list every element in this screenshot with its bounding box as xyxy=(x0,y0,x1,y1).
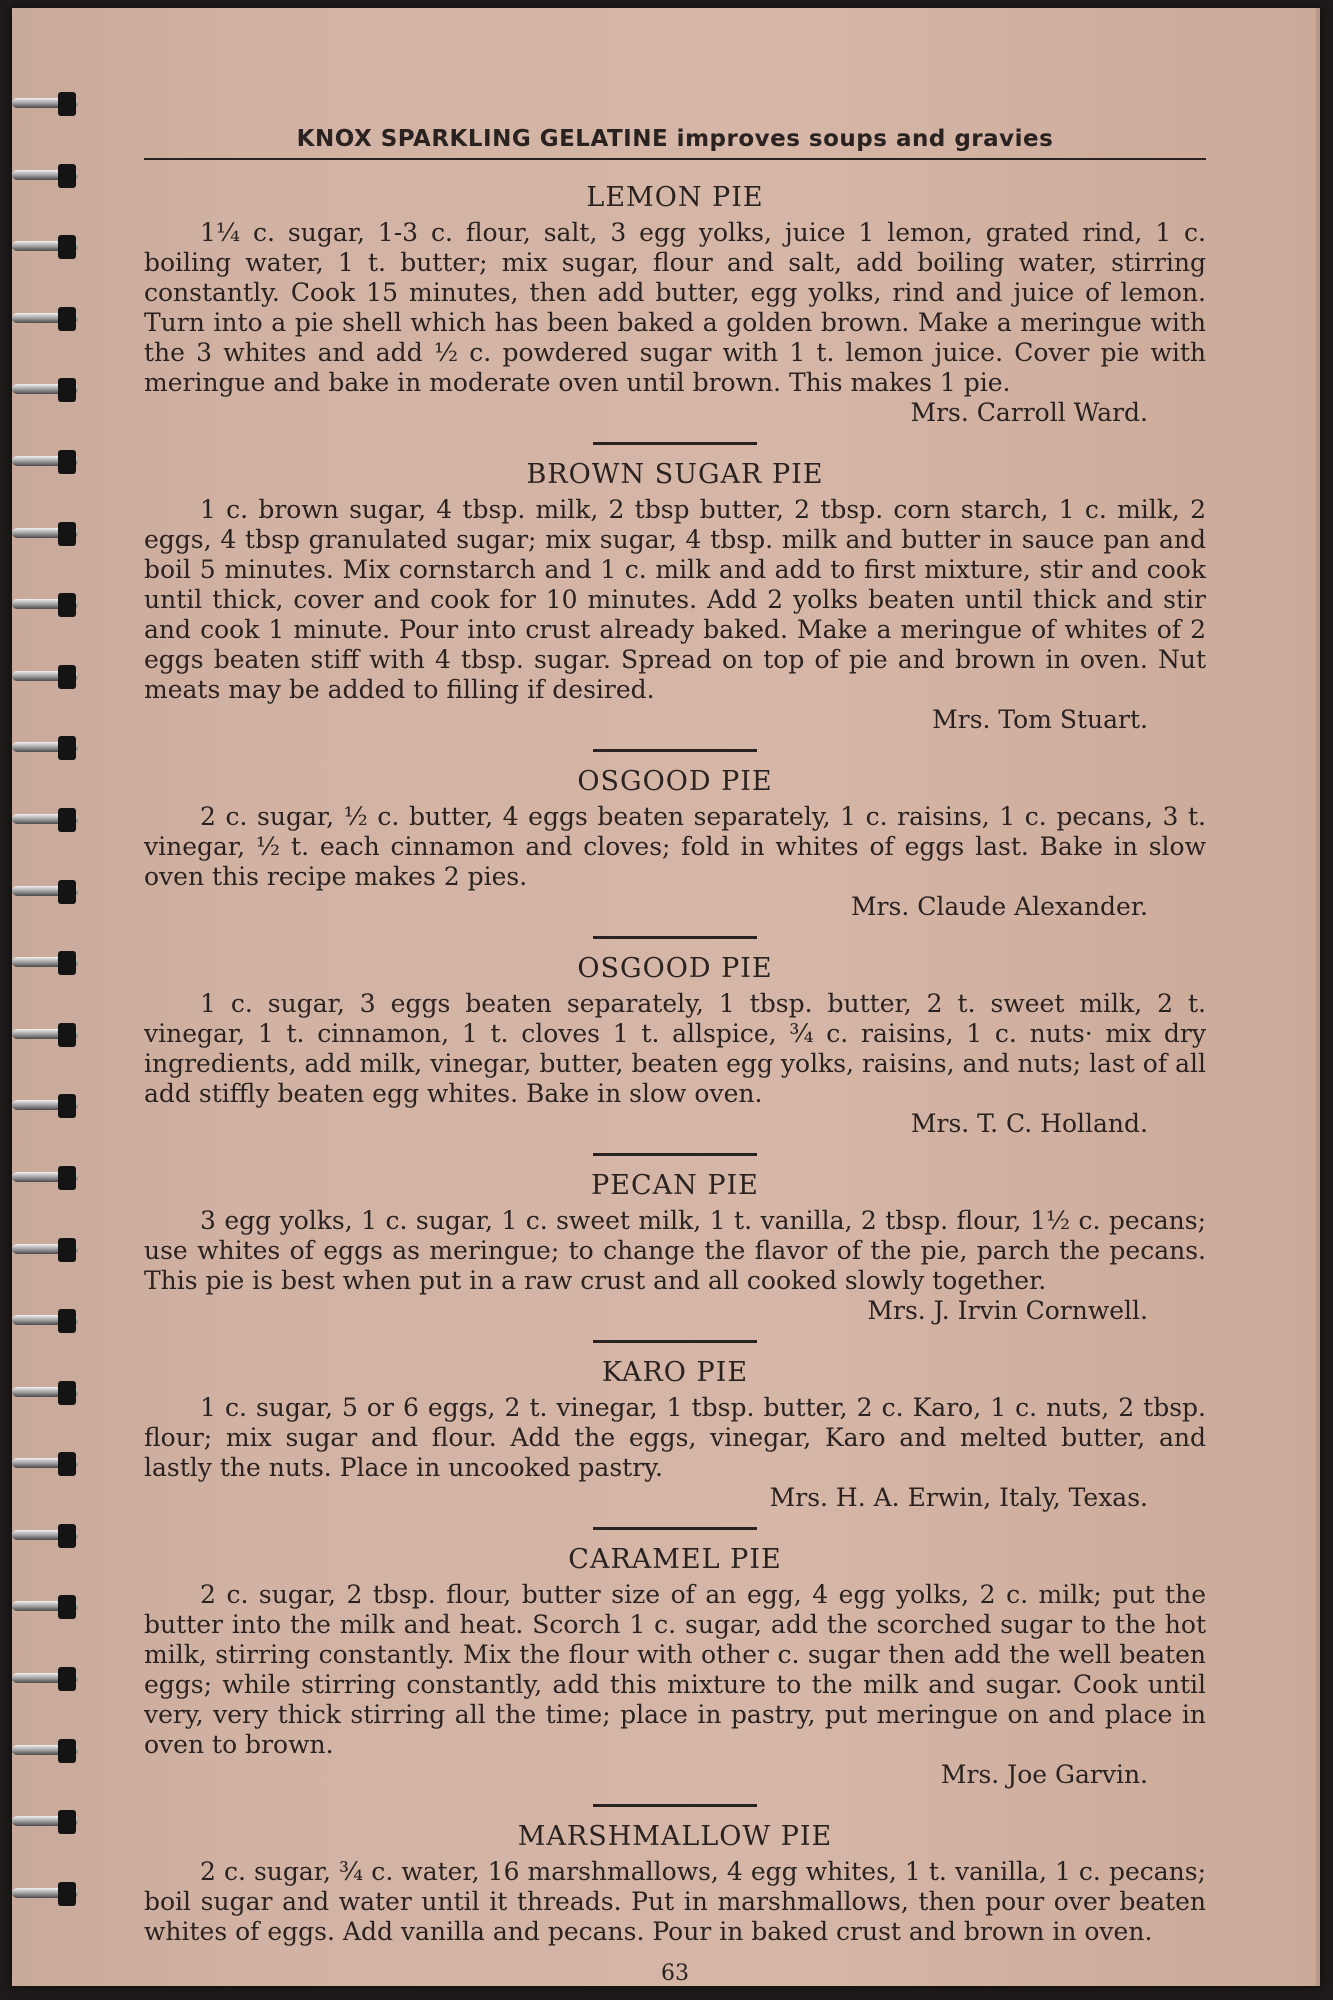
spiral-binding xyxy=(12,88,82,1908)
binding-coil xyxy=(12,589,80,619)
recipe-author: Mrs. J. Irvin Cornwell. xyxy=(867,1296,1148,1325)
recipe-osgood-pie-2 xyxy=(144,953,1206,1139)
cookbook-page xyxy=(12,8,1320,1986)
recipe-body: 2 c. sugar, 2 tbsp. flour, butter size of an egg, 4 egg yolks, 2 c. milk; put the butter into the milk and heat. Scorch 1 c. sugar, add the scorched sugar to the hot milk, stirring constantly. Mix the flour with other c. sugar then add the well beaten eggs; while stirring constantly, add this mixture to the milk and sugar. Cook until very, very thick stirring all the time; place in pastry, put meringue on and place in oven to brown. xyxy=(144,1580,1206,1759)
binding-coil xyxy=(12,732,80,762)
recipe-title: MARSHMALLOW PIE xyxy=(517,1821,833,1852)
divider-rule xyxy=(593,936,757,939)
binding-coil xyxy=(12,518,80,548)
recipe-author: Mrs. Carroll Ward. xyxy=(910,398,1148,427)
binding-coil xyxy=(12,1878,80,1908)
binding-coil xyxy=(12,1735,80,1765)
binding-coil xyxy=(12,160,80,190)
divider-rule xyxy=(593,1527,757,1530)
page-number: 63 xyxy=(661,1961,689,1986)
recipe-caramel-pie xyxy=(144,1544,1206,1790)
binding-coil xyxy=(12,1520,80,1550)
binding-coil xyxy=(12,1448,80,1478)
binding-coil xyxy=(12,303,80,333)
recipe-brown-sugar-pie xyxy=(144,459,1206,735)
recipe-body: 1 c. brown sugar, 4 tbsp. milk, 2 tbsp butter, 2 tbsp. corn starch, 1 c. milk, 2 eggs, 4 tbsp granulated sugar; mix sugar, 4 tbsp. milk and butter in sauce pan and boil 5 minutes. Mix cornstarch and 1 c. milk and add to first mixture, stir and cook until thick, cover and cook for 10 minutes. Add 2 yolks beaten until thick and stir and cook 1 minute. Pour into crust already baked. Make a meringue of whites of 2 eggs beaten stiff with 4 tbsp. sugar. Spread on top of pie and brown in oven. Nut meats may be added to filling if desired. xyxy=(144,495,1206,704)
recipe-title: PECAN PIE xyxy=(591,1170,759,1201)
recipe-body: 2 c. sugar, ¾ c. water, 16 marshmallows, 4 egg whites, 1 t. vanilla, 1 c. pecans; boil sugar and water until it threads. Put in marshmallows, then pour over beaten whites of eggs. Add vanilla and pecans. Pour in baked crust and brown in oven. xyxy=(144,1857,1206,1946)
page-header: KNOX SPARKLING GELATINE improves soups and gravies xyxy=(144,126,1206,160)
recipe-title: CARAMEL PIE xyxy=(568,1544,782,1575)
recipe-author: Mrs. Claude Alexander. xyxy=(850,892,1148,921)
recipe-body: 1 c. sugar, 5 or 6 eggs, 2 t. vinegar, 1 tbsp. butter, 2 c. Karo, 1 c. nuts, 2 tbsp. flour; mix sugar and flour. Add the eggs, vinegar, Karo and melted butter, and lastly the nuts. Place in uncooked pastry. xyxy=(144,1393,1206,1482)
recipe-lemon-pie xyxy=(144,182,1206,428)
recipe-body: 1¼ c. sugar, 1-3 c. flour, salt, 3 egg yolks, juice 1 lemon, grated rind, 1 c. boiling water, 1 t. butter; mix sugar, flour and salt, add boiling water, stirring constantly. Cook 15 minutes, then add butter, egg yolks, rind and juice of lemon. Turn into a pie shell which has been baked a golden brown. Make a meringue with the 3 whites and add ½ c. powdered sugar with 1 t. lemon juice. Cover pie with meringue and bake in moderate oven until brown. This makes 1 pie. xyxy=(144,218,1206,397)
binding-coil xyxy=(12,661,80,691)
divider-rule xyxy=(593,1804,757,1807)
binding-coil xyxy=(12,876,80,906)
page-content xyxy=(144,126,1206,1986)
binding-coil xyxy=(12,1663,80,1693)
recipe-osgood-pie-1 xyxy=(144,766,1206,922)
recipe-author: Mrs. Joe Garvin. xyxy=(940,1760,1148,1789)
binding-coil xyxy=(12,1234,80,1264)
divider-rule xyxy=(593,1340,757,1343)
recipe-body: 3 egg yolks, 1 c. sugar, 1 c. sweet milk, 1 t. vanilla, 2 tbsp. flour, 1½ c. pecans; use whites of eggs as meringue; to change the flavor of the pie, parch the pecans. This pie is best when put in a raw crust and all cooked slowly together. xyxy=(144,1206,1206,1295)
recipe-marshmallow-pie xyxy=(144,1821,1206,1947)
recipe-body: 1 c. sugar, 3 eggs beaten separately, 1 tbsp. butter, 2 t. sweet milk, 2 t. vinegar, 1 t. cinnamon, 1 t. cloves 1 t. allspice, ¾ c. raisins, 1 c. nuts· mix dry ingredients, add milk, vinegar, butter, beaten egg yolks, raisins, and nuts; last of all add stiffly beaten egg whites. Bake in slow oven. xyxy=(144,989,1206,1108)
binding-coil xyxy=(12,804,80,834)
binding-coil xyxy=(12,947,80,977)
binding-coil xyxy=(12,1090,80,1120)
recipe-title: OSGOOD PIE xyxy=(577,953,773,984)
binding-coil xyxy=(12,1377,80,1407)
divider-rule xyxy=(593,749,757,752)
recipe-title: KARO PIE xyxy=(601,1357,749,1388)
binding-coil xyxy=(12,1806,80,1836)
recipe-pecan-pie xyxy=(144,1170,1206,1326)
binding-coil xyxy=(12,88,80,118)
recipe-title: LEMON PIE xyxy=(586,182,764,213)
divider-rule xyxy=(593,1153,757,1156)
recipe-body: 2 c. sugar, ½ c. butter, 4 eggs beaten separately, 1 c. raisins, 1 c. pecans, 3 t. vinegar, ½ t. each cinnamon and cloves; fold in whites of eggs last. Bake in slow oven this recipe makes 2 pies. xyxy=(144,802,1206,891)
binding-coil xyxy=(12,1591,80,1621)
recipe-title: OSGOOD PIE xyxy=(577,766,773,797)
binding-coil xyxy=(12,1019,80,1049)
binding-coil xyxy=(12,231,80,261)
recipe-author: Mrs. H. A. Erwin, Italy, Texas. xyxy=(769,1483,1148,1512)
recipe-author: Mrs. Tom Stuart. xyxy=(932,705,1148,734)
recipe-title: BROWN SUGAR PIE xyxy=(526,459,824,490)
divider-rule xyxy=(593,442,757,445)
recipe-author: Mrs. T. C. Holland. xyxy=(910,1109,1148,1138)
binding-coil xyxy=(12,1162,80,1192)
recipe-karo-pie xyxy=(144,1357,1206,1513)
binding-coil xyxy=(12,446,80,476)
binding-coil xyxy=(12,374,80,404)
binding-coil xyxy=(12,1305,80,1335)
